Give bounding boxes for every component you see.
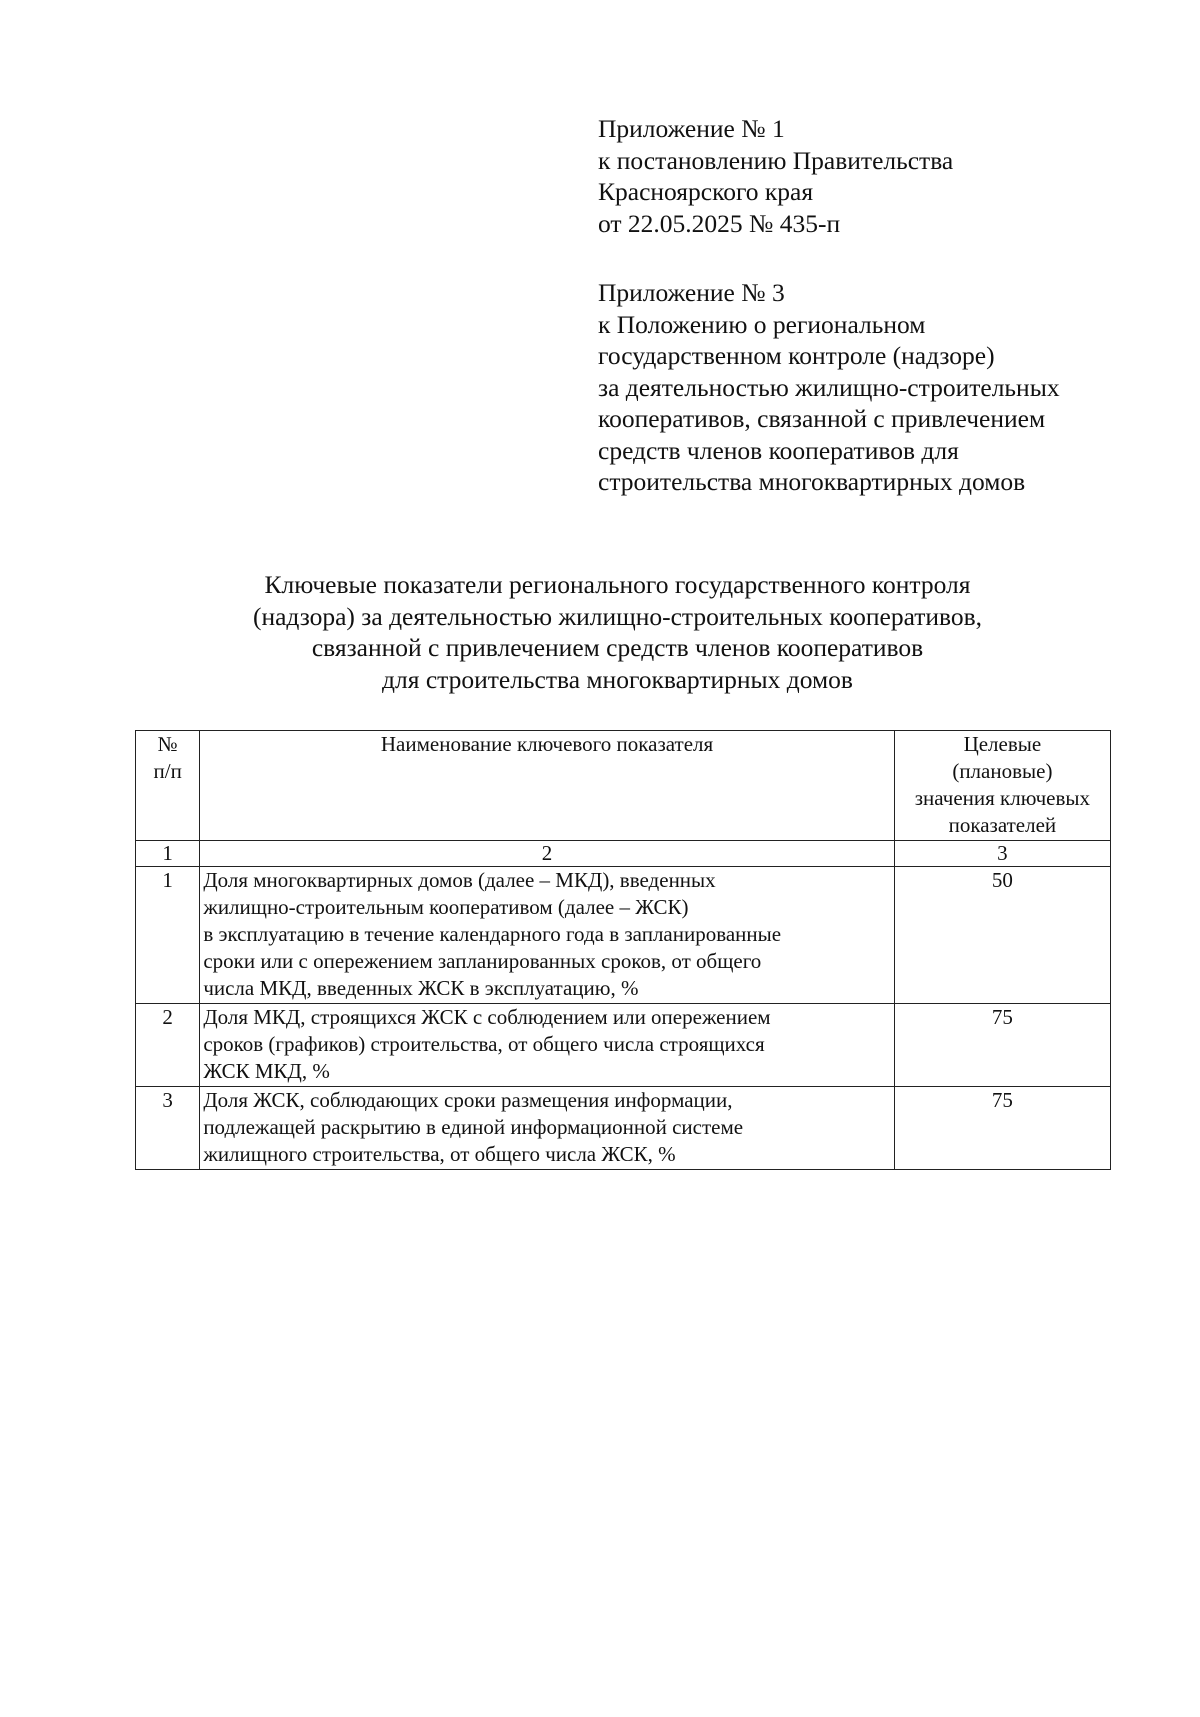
header-number-line: №: [157, 732, 178, 756]
annex-3-line: к Положению о региональном: [598, 309, 926, 339]
row-indicator-name: [200, 1087, 894, 1170]
table-row: [136, 867, 1111, 1004]
indicator-text-line: Доля многоквартирных домов (далее – МКД), введенных: [203, 868, 716, 892]
indicator-text-line: жилищного строительства, от общего числа ЖСК, %: [203, 1142, 676, 1166]
header-number-line: п/п: [153, 759, 182, 783]
row-indicator-name: [200, 867, 894, 1004]
indicator-text-line: Доля ЖСК, соблюдающих сроки размещения информации,: [203, 1088, 733, 1112]
header-target-values: [894, 731, 1110, 841]
header-target-line: Целевые: [963, 732, 1042, 756]
table-row: [136, 1004, 1111, 1087]
column-index-cell: 1: [136, 841, 200, 867]
title-line: для строительства многоквартирных домов: [382, 664, 853, 694]
indicator-text-line: сроков (графиков) строительства, от общего числа строящихся: [203, 1032, 765, 1056]
document-title: [130, 569, 1105, 695]
row-target-value: 75: [894, 1087, 1110, 1170]
title-line: (надзора) за деятельностью жилищно-строительных кооперативов,: [252, 601, 983, 631]
annex-3-line: за деятельностью жилищно-строительных: [598, 372, 1060, 402]
row-number: 3: [136, 1087, 200, 1170]
annex-3-line: государственном контроле (надзоре): [598, 341, 995, 370]
annex-1-line: от 22.05.2025 № 435-п: [598, 208, 841, 238]
column-index-cell: 2: [200, 841, 894, 867]
annex-1-line: к постановлению Правительства: [598, 145, 954, 175]
annex-3-line: Приложение № 3: [598, 278, 785, 307]
indicator-text-line: жилищно-строительным кооперативом (далее – ЖСК): [203, 895, 689, 919]
column-index-cell: 3: [894, 841, 1110, 867]
header-target-line: значения ключевых: [914, 786, 1091, 810]
title-line: связанной с привлечением средств членов кооперативов: [311, 633, 924, 662]
indicator-text-line: ЖСК МКД, %: [203, 1059, 330, 1083]
indicator-text-line: подлежащей раскрытию в единой информационной системе: [203, 1115, 744, 1139]
row-number: 2: [136, 1004, 200, 1087]
table-row: [136, 1087, 1111, 1170]
annex-1-line: Приложение № 1: [598, 114, 785, 143]
column-index-row: [136, 841, 1111, 867]
title-line: Ключевые показатели регионального государственного контроля: [264, 570, 971, 599]
annex-1-line: Красноярского края: [598, 177, 814, 206]
indicator-text-line: числа МКД, введенных ЖСК в эксплуатацию, %: [203, 976, 639, 1000]
indicator-text-line: Доля МКД, строящихся ЖСК с соблюдением или опережением: [203, 1005, 771, 1029]
annex-1-block: [598, 113, 953, 239]
row-indicator-name: [200, 1004, 894, 1087]
annex-3-line: средств членов кооперативов для: [598, 435, 959, 465]
indicator-text-line: в эксплуатацию в течение календарного года в запланированные: [203, 922, 782, 946]
row-number: 1: [136, 867, 200, 1004]
indicator-text-line: сроки или с опережением запланированных сроков, от общего: [203, 949, 762, 973]
annex-3-block: [598, 277, 1060, 498]
annex-3-line: кооперативов, связанной с привлечением: [598, 404, 1046, 433]
row-target-value: 50: [894, 867, 1110, 1004]
table-header-row: [136, 731, 1111, 841]
header-indicator-name: [200, 731, 894, 841]
indicators-table: [135, 730, 1111, 1170]
row-target-value: 75: [894, 1004, 1110, 1087]
header-target-line: показателей: [948, 813, 1057, 837]
header-number: [136, 731, 200, 841]
header-target-line: (плановые): [952, 759, 1053, 783]
annex-3-line: строительства многоквартирных домов: [598, 467, 1026, 496]
header-indicator-name-text: Наименование ключевого показателя: [380, 732, 714, 756]
